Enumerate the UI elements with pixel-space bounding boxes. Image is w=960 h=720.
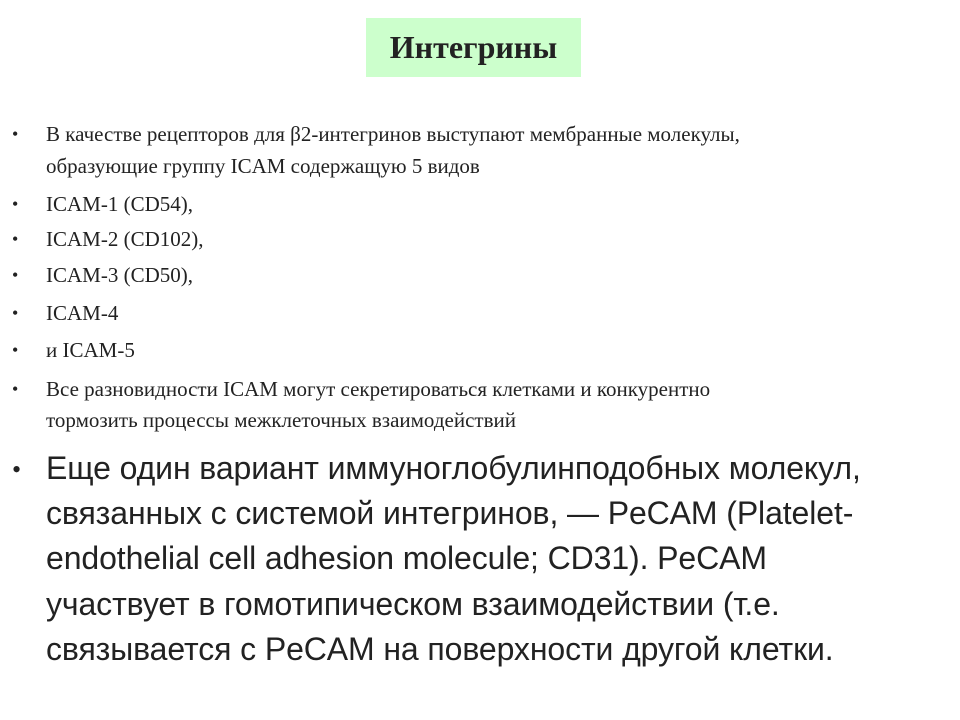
bullet-icon: • [12,265,19,285]
bullet-icon: • [12,379,19,399]
item-line: участвует в гомотипическом взаимодействии (т.е. [46,586,780,622]
item-line: связанных с системой интегринов, — PeCAM (Platelet- [46,495,854,531]
bullet-icon: • [12,124,19,144]
item-line: endothelial cell adhesion molecule; CD31). PeCAM [46,540,767,576]
title-banner [366,18,581,77]
item-line: В качестве рецепторов для β2-интегринов выступают мембранные молекулы, [46,122,740,146]
item-line: тормозить процессы межклеточных взаимодействий [46,408,516,432]
item-line: образующие группу ICAM содержащую 5 видов [46,154,480,178]
bullet-icon: • [12,229,19,249]
item-line: ICAM-3 (CD50), [46,263,193,287]
item-line: ICAM-1 (CD54), [46,192,193,216]
item-line: и ICAM-5 [46,338,135,362]
item-line: ICAM-2 (CD102), [46,227,204,251]
item-line: Все разновидности ICAM могут секретироваться клетками и конкурентно [46,377,711,401]
bullet-icon: • [12,455,22,484]
item-line: ICAM-4 [46,301,119,325]
item-line: связывается с PeCAM на поверхности другой клетки. [46,631,834,667]
bullet-icon: • [12,340,19,360]
bullet-icon: • [12,194,19,214]
bullet-icon: • [12,303,19,323]
item-line: Еще один вариант иммуноглобулинподобных молекул, [46,450,861,486]
slide-title: Интегрины [389,29,558,65]
